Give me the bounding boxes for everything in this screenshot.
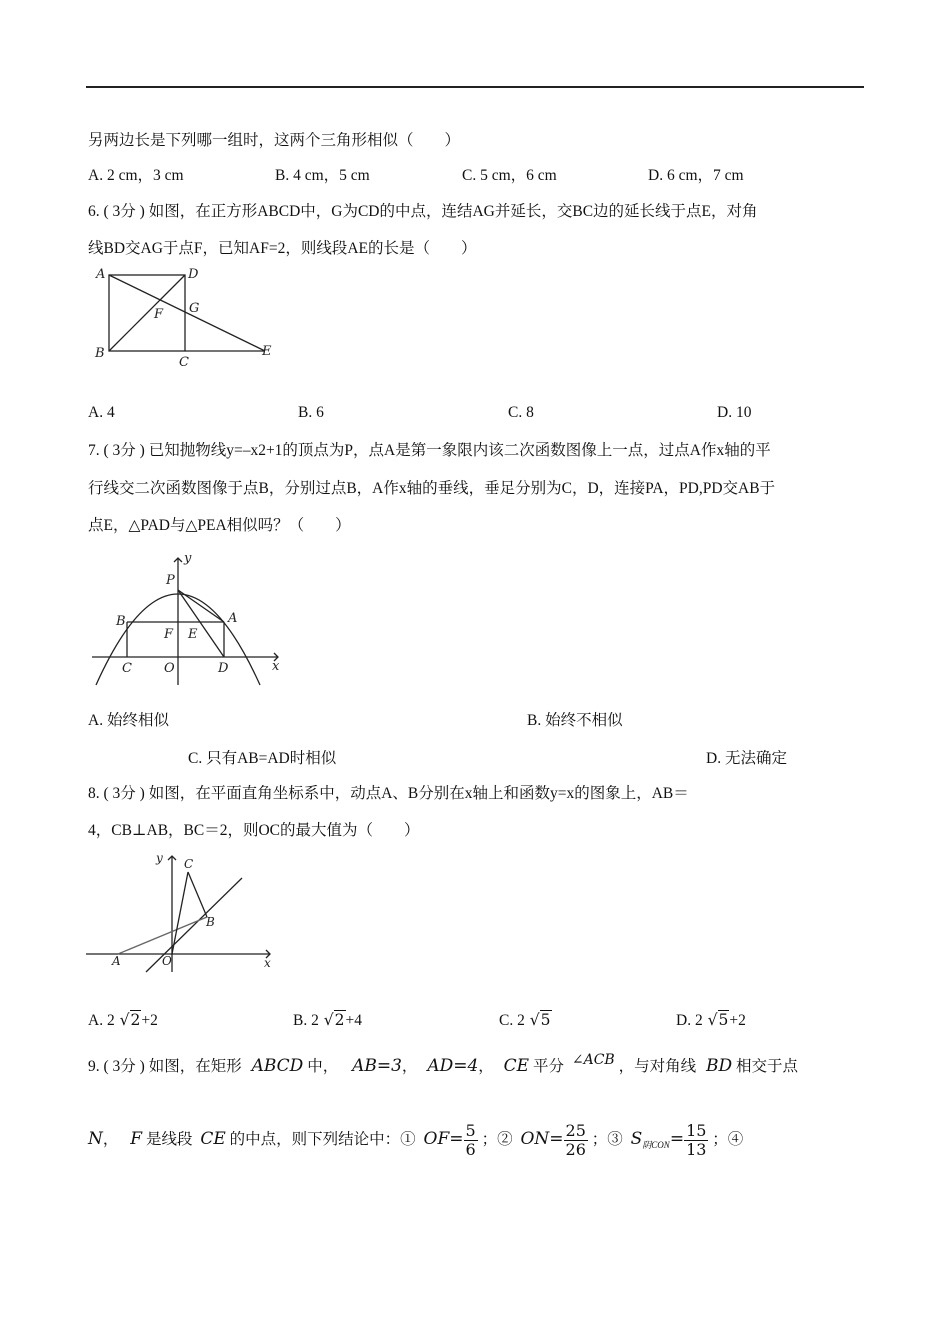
segment-ab <box>118 917 207 954</box>
q5-option-b: B. 4 cm，5 cm <box>275 167 370 184</box>
q6-option-a: A. 4 <box>88 404 115 421</box>
q6-option-d: D. 10 <box>717 404 752 421</box>
diagonal-bd <box>109 275 185 351</box>
label-b: B <box>206 915 215 929</box>
label-a: A <box>228 611 238 626</box>
q8-option-b: B. 2 √2+4 <box>293 1011 363 1029</box>
segment-bc <box>188 872 207 917</box>
label-e: E <box>262 344 272 359</box>
label-e: E <box>188 627 198 642</box>
line-y-equals-x <box>146 878 242 972</box>
label-y: y <box>156 851 163 865</box>
label-x: x <box>264 956 271 970</box>
label-a: A <box>112 954 121 968</box>
q5-stem-tail: 另两边长是下列哪一组时，这两个三角形相似（ ） <box>88 132 461 149</box>
q8-option-a: A. 2 √2+2 <box>88 1011 158 1029</box>
q7-stem-line2: 行线交二次函数图像于点B，分别过点B，A作x轴的垂线，垂足分别为C，D，连接PA，PD,PD交AB于 <box>88 480 776 497</box>
segment-pd <box>178 590 224 657</box>
q7-stem-line3: 点E，△PAD与△PEA相似吗？（ ） <box>88 517 351 534</box>
label-b: B <box>95 346 105 361</box>
label-g: G <box>189 301 200 316</box>
q7-stem-line1: 7. ( 3分 ) 已知抛物线y=–x2+1的顶点为P，点A是第一象限内该二次函数图像上一点，过点A作x轴的平 <box>88 442 771 459</box>
q6-option-b: B. 6 <box>298 404 324 421</box>
q5-option-d: D. 6 cm，7 cm <box>648 167 744 184</box>
q6-stem-line2: 线BD交AG于点F，已知AF=2，则线段AE的长是（ ） <box>88 240 477 257</box>
q8-stem-line1: 8. ( 3分 ) 如图，在平面直角坐标系中，动点A、B分别在x轴上和函数y=x的图象上，AB＝ <box>88 785 689 802</box>
label-p: P <box>166 573 175 588</box>
label-x: x <box>272 659 280 674</box>
label-o: O <box>164 661 175 676</box>
label-c: C <box>184 857 194 871</box>
label-f: F <box>154 307 164 322</box>
label-o: O <box>162 954 172 968</box>
q6-square-figure <box>88 262 288 372</box>
q7-parabola-figure <box>88 548 288 688</box>
q8-coordinate-figure <box>84 848 284 973</box>
label-f: F <box>164 627 174 642</box>
q9-stem-line1: 9. ( 3分 ) 如图，在矩形 ABCD 中， AB=3， AD=4， CE 平分 ∠ACB ，与对角线 BD 相交于点 <box>88 1052 798 1076</box>
label-c: C <box>179 355 189 370</box>
header-rule <box>86 86 864 88</box>
q5-option-a: A. 2 cm，3 cm <box>88 167 184 184</box>
label-c: C <box>122 661 132 676</box>
label-a: A <box>96 267 106 282</box>
q5-option-c: C. 5 cm，6 cm <box>462 167 557 184</box>
q6-option-c: C. 8 <box>508 404 534 421</box>
label-b: B <box>116 614 126 629</box>
label-y: y <box>184 551 192 566</box>
label-d: D <box>218 661 229 676</box>
q7-option-d: D. 无法确定 <box>706 750 787 767</box>
fraction-s: $\frac{15}{13}$ <box>686 1121 707 1159</box>
segment-oc <box>172 872 188 954</box>
q7-option-a: A. 始终相似 <box>88 712 169 729</box>
segment-pa <box>178 590 224 622</box>
q9-stem-line2: N， F 是线段 CE 的中点，则下列结论中：① OF= $\frac{5}{6}$ ；② ON= $\frac{25}{26}$ ；③ $S_{阴CON}=$ $\frac{15}{13}$ ；④ <box>88 1121 744 1159</box>
q6-stem-line1: 6. ( 3分 ) 如图，在正方形ABCD中，G为CD的中点，连结AG并延长，交BC边的延长线于点E，对角 <box>88 203 758 220</box>
q8-stem-line2: 4，CB⊥AB，BC＝2，则OC的最大值为（ ） <box>88 822 420 839</box>
q7-option-b: B. 始终不相似 <box>527 712 623 729</box>
q8-option-c: C. 2 √5 <box>499 1011 551 1029</box>
segment-ae <box>109 275 265 351</box>
label-d: D <box>188 267 199 282</box>
fraction-on: $\frac{25}{26}$ <box>565 1121 586 1159</box>
q8-option-d: D. 2 √5+2 <box>676 1011 746 1029</box>
q7-option-c: C. 只有AB=AD时相似 <box>188 750 337 767</box>
fraction-of: $\frac{5}{6}$ <box>465 1121 476 1159</box>
